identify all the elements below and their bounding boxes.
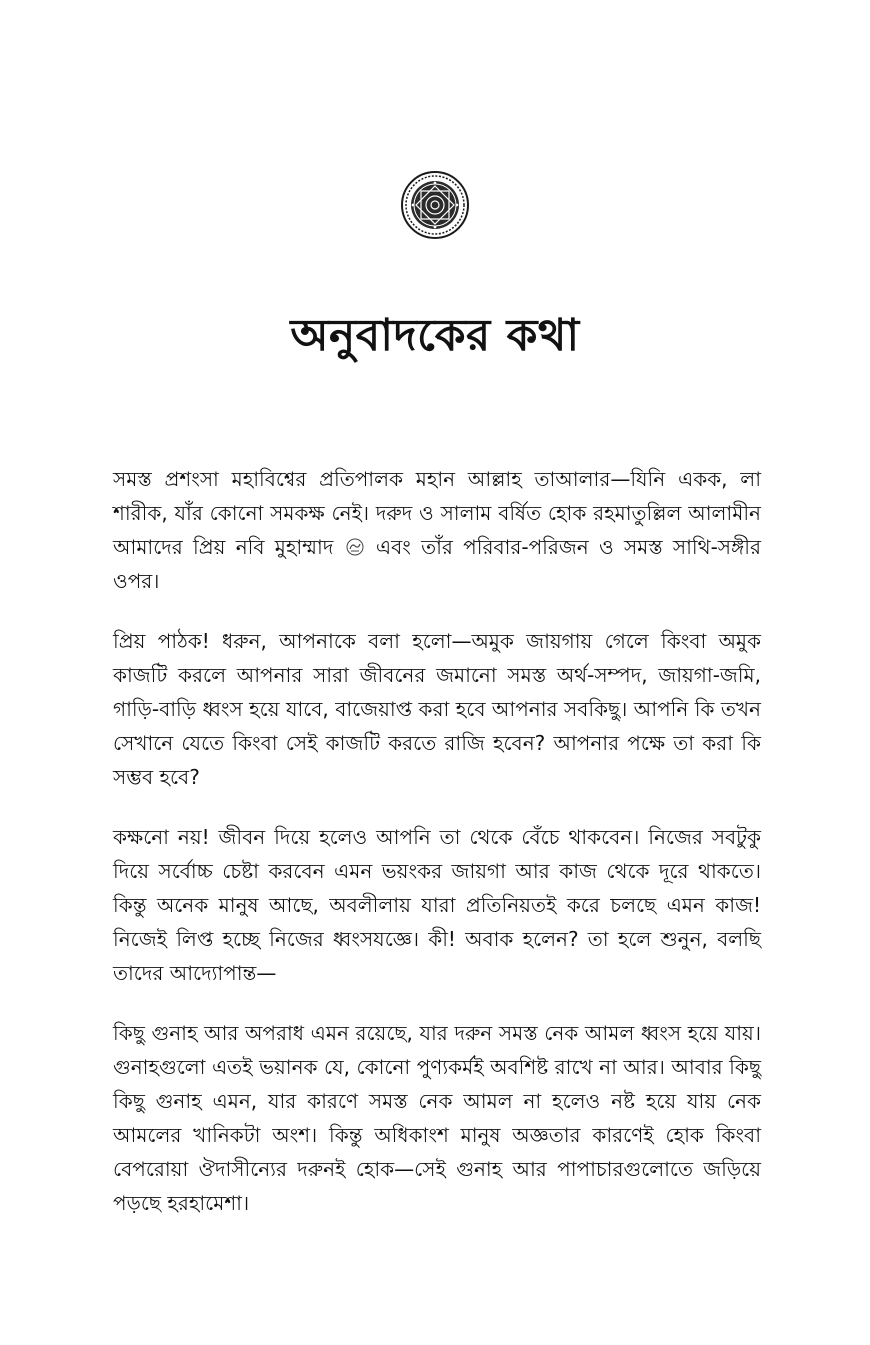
- paragraph: [113, 462, 761, 598]
- paragraph: কিছু গুনাহ আর অপরাধ এমন রয়েছে, যার দরুন সমস্ত নেক আমল ধ্বংস হয়ে যায়। গুনাহগুলো এতই ভয়ানক যে, কোনো পুণ্যকর্মই অবশিষ্ট রাখে না আর। আবার কিছু কিছু গুনাহ এমন, যার কারণে সমস্ত নেক আমল না হলেও নষ্ট হয়ে যায় নেক আমলের খানিকটা অংশ। কিন্তু অধিকাংশ মানুষ অজ্ঞতার কারণেই হোক কিংবা বেপরোয়া ঔদাসীন্যের দরুনই হোক—সেই গুনাহ আর পাপাচারগুলোতে জড়িয়ে পড়ছে হরহামেশা।: [113, 1021, 761, 1215]
- circular-ornament-icon: [400, 170, 470, 240]
- paragraph-text: এবং তাঁর পরিবার-পরিজন ও সমস্ত সাথি-সঙ্গীর ওপর।: [113, 535, 762, 593]
- body-text: [113, 462, 761, 1246]
- paragraph: কক্ষনো নয়! জীবন দিয়ে হলেও আপনি তা থেকে বেঁচে থাকবেন। নিজের সবটুকু দিয়ে সর্বোচ্চ চেষ্টা করবেন এমন ভয়ংকর জায়গা আর কাজ থেকে দূরে থাকতে। কিন্তু অনেক মানুষ আছে, অবলীলায় যারা প্রতিনিয়তই করে চলছে এমন কাজ! নিজেই লিপ্ত হচ্ছে নিজের ধ্বংসযজ্ঞে। কী! অবাক হলেন? তা হলে শুনুন, বলছি তাদের আদ্যোপান্ত—: [113, 825, 761, 985]
- paragraph-text: সমস্ত প্রশংসা মহাবিশ্বের প্রতিপালক মহান আল্লাহ তাআলার—যিনি একক, লা শারীক, যাঁর কোনো সমকক্ষ নেই। দরুদ ও সালাম বর্ষিত হোক রহমাতুল্লিল আলামীন আমাদের প্রিয় নবি মুহাম্মাদ: [113, 467, 761, 559]
- paragraph: প্রিয় পাঠক! ধরুন, আপনাকে বলা হলো—অমুক জায়গায় গেলে কিংবা অমুক কাজটি করলে আপনার সারা জীবনের জমানো সমস্ত অর্থ-সম্পদ, জায়গা-জমি, গাড়ি-বাড়ি ধ্বংস হয়ে যাবে, বাজেয়াপ্ত করা হবে আপনার সবকিছু। আপনি কি তখন সেখানে যেতে কিংবা সেই কাজটি করতে রাজি হবেন? আপনার পক্ষে তা করা কি সম্ভব হবে?: [113, 629, 761, 789]
- salawat-icon: [346, 538, 364, 556]
- page-title: অনুবাদকের কথা: [290, 310, 580, 361]
